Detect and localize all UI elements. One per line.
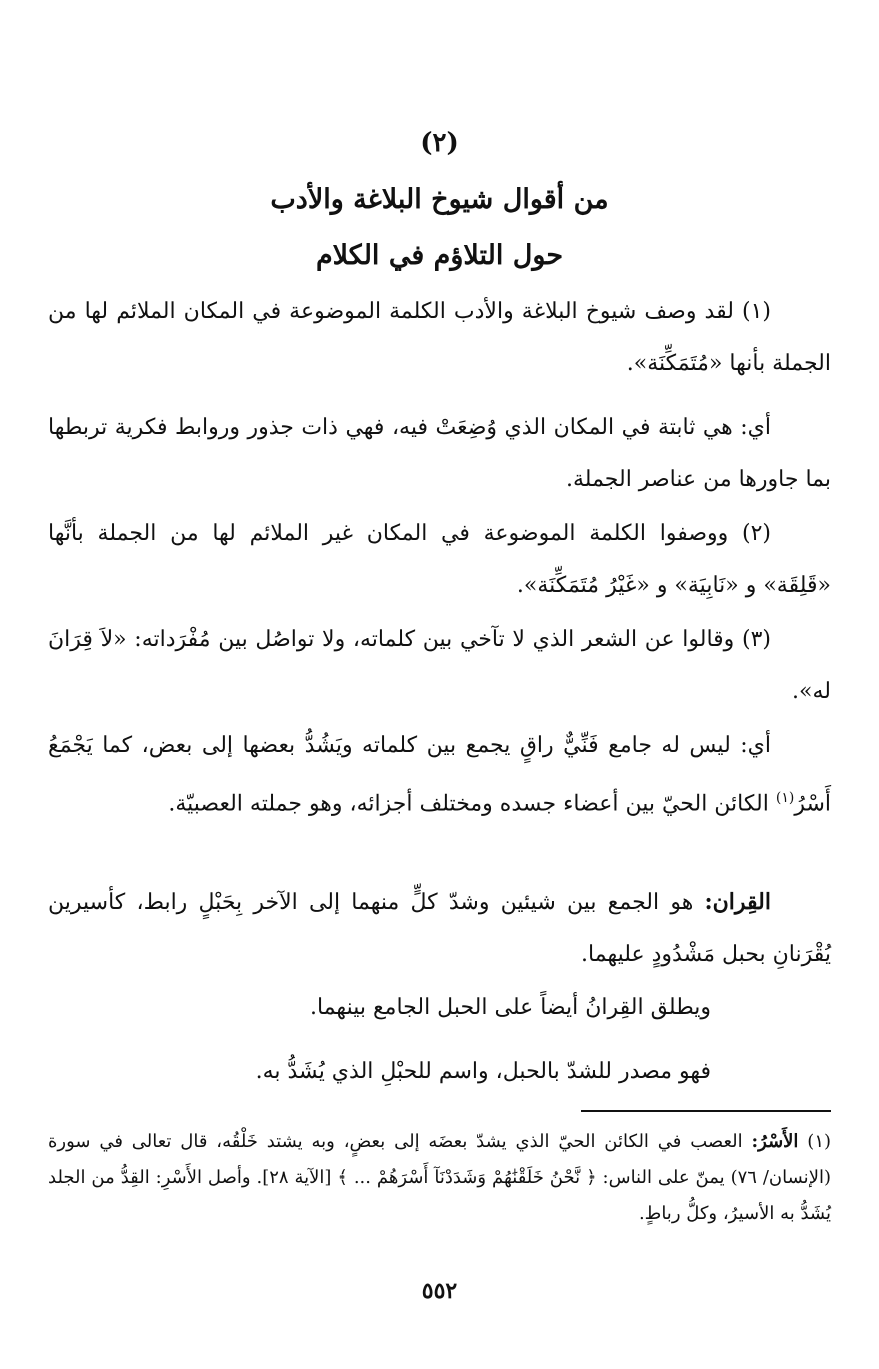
footnote-reference[interactable]: (١) bbox=[775, 790, 795, 806]
footnote bbox=[48, 1124, 831, 1232]
paragraph-5-text-end: الكائن الحيّ بين أعضاء جسده ومختلف أجزائه، وهو جملته العصبيّة. bbox=[168, 791, 769, 817]
paragraph-7: ويطلق القِرانُ أيضاً على الحبل الجامع بينهما. bbox=[310, 995, 711, 1020]
paragraph-1: (١) لقد وصف شيوخ البلاغة والأدب الكلمة الموضوعة في المكان الملائم لها من الجملة بأنها «مُتَمَكِّنَة». bbox=[48, 299, 831, 376]
paragraph-5 bbox=[48, 720, 831, 830]
footnote-divider bbox=[581, 1110, 831, 1112]
chapter-subtitle: حول التلاؤم في الكلام bbox=[315, 240, 564, 271]
paragraph-3: (٢) ووصفوا الكلمة الموضوعة في المكان غير الملائم لها من الجملة بأنَّها «قَلِقَة» و «نَابِيَة» و «غَيْرُ مُتَمَكِّنَة». bbox=[48, 521, 831, 598]
chapter-title: من أقوال شيوخ البلاغة والأدب bbox=[270, 184, 609, 215]
footnote-text: العصب في الكائن الحيّ الذي يشدّ بعضَه إلى بعضٍ، وبه يشتد خَلْقُه، قال تعالى في سورة (الإنسان/ ٧٦) يمنّ على الناس: ﴿ نَّحْنُ خَلَقْنَٰهُمْ وَشَدَدْنَآ أَسْرَهُمْ ... ﴾ [الآية ٢٨]. وأصل الأَسْرِ: القِدُّ من الجلد يُشَدُّ به الأسيرُ، وكلُّ رباطٍ. bbox=[48, 1131, 831, 1224]
footnote-marker: (١) bbox=[807, 1131, 832, 1152]
paragraph-2: أي: هي ثابتة في المكان الذي وُضِعَتْ فيه، فهي ذات جذور وروابط فكرية تربطها بما جاورها من عناصر الجملة. bbox=[48, 415, 831, 492]
paragraph-8: فهو مصدر للشدّ بالحبل، واسم للحبْلِ الذي يُشَدُّ به. bbox=[255, 1059, 711, 1084]
paragraph-4: (٣) وقالوا عن الشعر الذي لا تآخي بين كلماته، ولا تواصُل بين مُفْرَداته: «لاَ قِرَانَ له». bbox=[48, 627, 831, 704]
footnote-term: الأَسْرُ: bbox=[751, 1131, 799, 1152]
definition-term: القِران: bbox=[704, 889, 771, 915]
section-number: (٢) bbox=[420, 128, 459, 158]
page-number: ٥٥٢ bbox=[421, 1278, 458, 1304]
definition-text: هو الجمع بين شيئين وشدّ كلٍّ منهما إلى الآخر بِحَبْلٍ رابط، كأسيرين يُقْرَنانِ بحبل مَشْدُودٍ عليهما. bbox=[48, 890, 831, 967]
paragraph-6 bbox=[48, 876, 831, 981]
paragraph-5-text-start: أي: ليس له جامع فَنِّيٌّ راقٍ يجمع بين كلماته ويَشُدُّ بعضها إلى بعض، كما يَجْمَعُ أَسْرُ bbox=[48, 733, 831, 817]
